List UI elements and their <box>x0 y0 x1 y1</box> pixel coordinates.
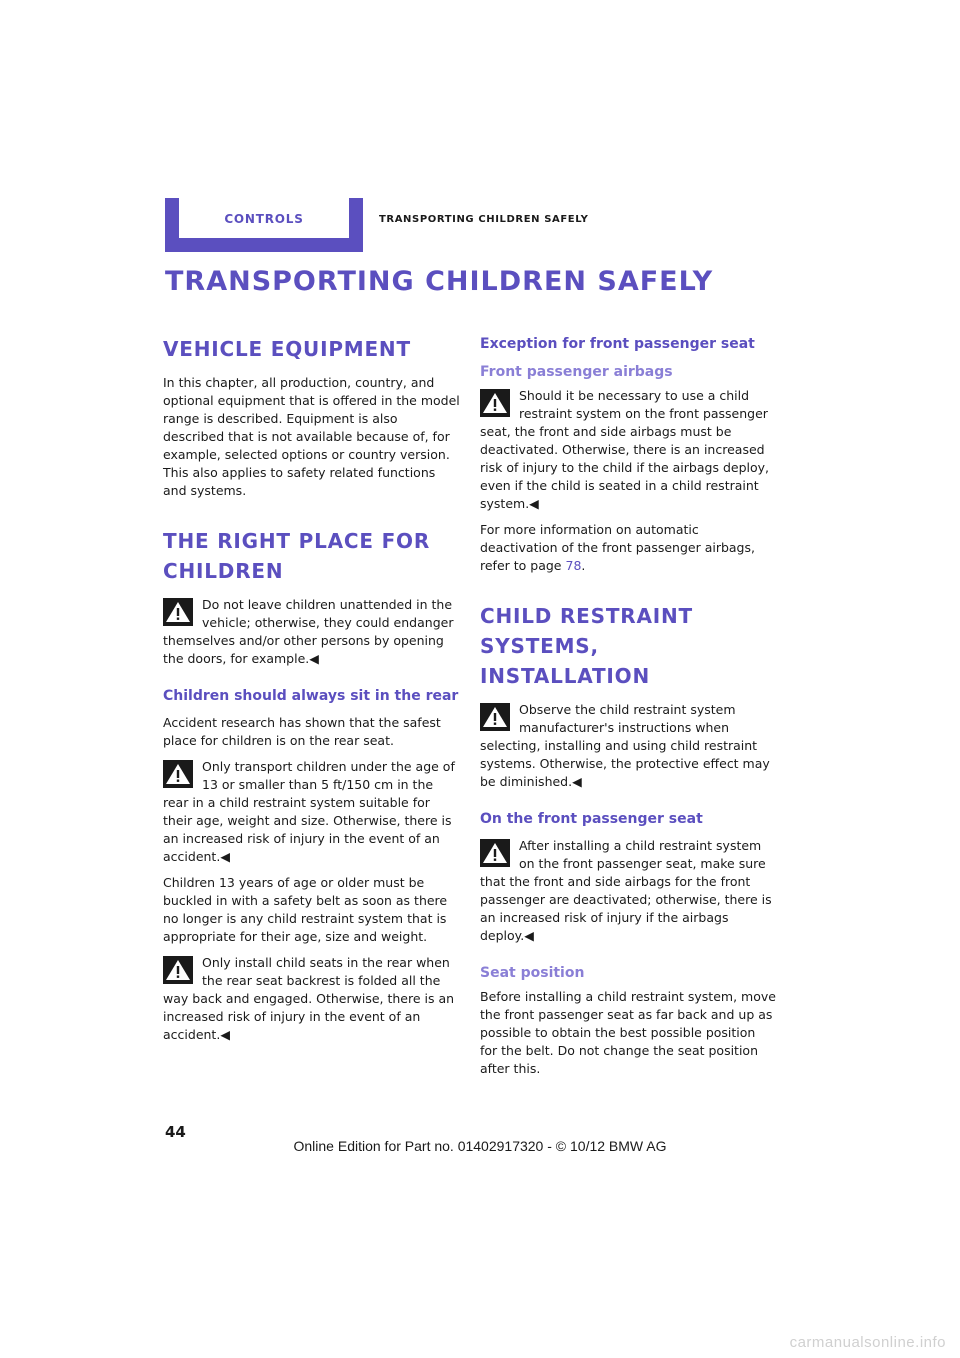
footer-edition: Online Edition for Part no. 01402917320 - © 10/12 BMW AG <box>293 1138 667 1154</box>
warning-triangle-icon <box>163 956 193 984</box>
end-mark: ◀ <box>529 496 539 511</box>
heading-rear-seat: Children should always sit in the rear <box>163 688 459 704</box>
paragraph: Accident research has shown that the safest place for children is on the rear seat. <box>163 715 441 748</box>
end-mark: ◀ <box>220 849 230 864</box>
page-title: TRANSPORTING CHILDREN SAFELY <box>165 266 714 297</box>
warning-triangle-icon <box>163 598 193 626</box>
chapter-tab <box>165 198 363 252</box>
end-mark: ◀ <box>524 928 534 943</box>
end-mark: ◀ <box>572 774 582 789</box>
watermark: carmanualsonline.info <box>789 1334 946 1351</box>
paragraph: For more information on automatic deactivation of the front passenger airbags, refer to page 78. <box>480 522 755 573</box>
section-label: TRANSPORTING CHILDREN SAFELY <box>379 214 589 225</box>
end-mark: ◀ <box>220 1027 230 1042</box>
warning-note: Should it be necessary to use a child restraint system on the front passenger seat, the front and side airbags must be deactivated. Otherwise, there is an increased risk of injury to the child if the airbags deploy, even if the child is seated in a child restraint system.◀ <box>480 388 769 511</box>
paragraph: Children 13 years of age or older must be buckled in with a safety belt as soon as there no longer is any child restraint system that is appropriate for their age, size and weight. <box>163 875 448 944</box>
paragraph: Before installing a child restraint system, move the front passenger seat as far back and up as possible to obtain the best possible position for the belt. Do not change the seat position after this. <box>480 989 776 1076</box>
left-column <box>163 334 461 1052</box>
heading-front-seat: On the front passenger seat <box>480 811 703 827</box>
warning-triangle-icon <box>163 760 193 788</box>
warning-triangle-icon <box>480 703 510 731</box>
heading-front-airbags: Front passenger airbags <box>480 364 673 380</box>
warning-note: After installing a child restraint system on the front passenger seat, make sure that the front and side airbags for the front passenger are deactivated; otherwise, there is an increased risk of injury if the airbags deploy.◀ <box>480 838 772 943</box>
warning-note: Only transport children under the age of 13 or smaller than 5 ft/150 cm in the rear in a child restraint system suitable for their age, weight and size. Otherwise, there is an increased risk of injury in the event of an accident.◀ <box>163 759 455 864</box>
warning-note: Observe the child restraint system manufacturer's instructions when selecting, installing and using child restraint systems. Otherwise, the protective effect may be diminished.◀ <box>480 702 770 789</box>
heading-seat-position: Seat position <box>480 965 585 981</box>
paragraph: In this chapter, all production, country, and optional equipment that is offered in the model range is described. Equipment is also described that is not available because of, for example, selected options or country version. This also applies to safety related functions and systems. <box>163 375 460 498</box>
warning-triangle-icon <box>480 839 510 867</box>
heading-exception: Exception for front passenger seat <box>480 336 755 352</box>
warning-note: Only install child seats in the rear when the rear seat backrest is folded all the way back and engaged. Otherwise, there is an increased risk of injury in the event of an accident.◀ <box>163 955 455 1042</box>
heading-child-restraint: CHILD RESTRAINT SYSTEMS, INSTALLATION <box>480 604 693 688</box>
end-mark: ◀ <box>309 651 319 666</box>
warning-note: Do not leave children unattended in the vehicle; otherwise, they could endanger themselves and/or other persons by opening the doors, for example.◀ <box>163 597 454 666</box>
right-column <box>480 334 776 1086</box>
chapter-label: CONTROLS <box>179 198 349 238</box>
page-link[interactable]: 78 <box>565 558 582 573</box>
heading-right-place: THE RIGHT PLACE FOR CHILDREN <box>163 529 431 583</box>
heading-vehicle-equipment: VEHICLE EQUIPMENT <box>163 337 411 361</box>
page-number: 44 <box>165 1123 186 1141</box>
warning-triangle-icon <box>480 389 510 417</box>
